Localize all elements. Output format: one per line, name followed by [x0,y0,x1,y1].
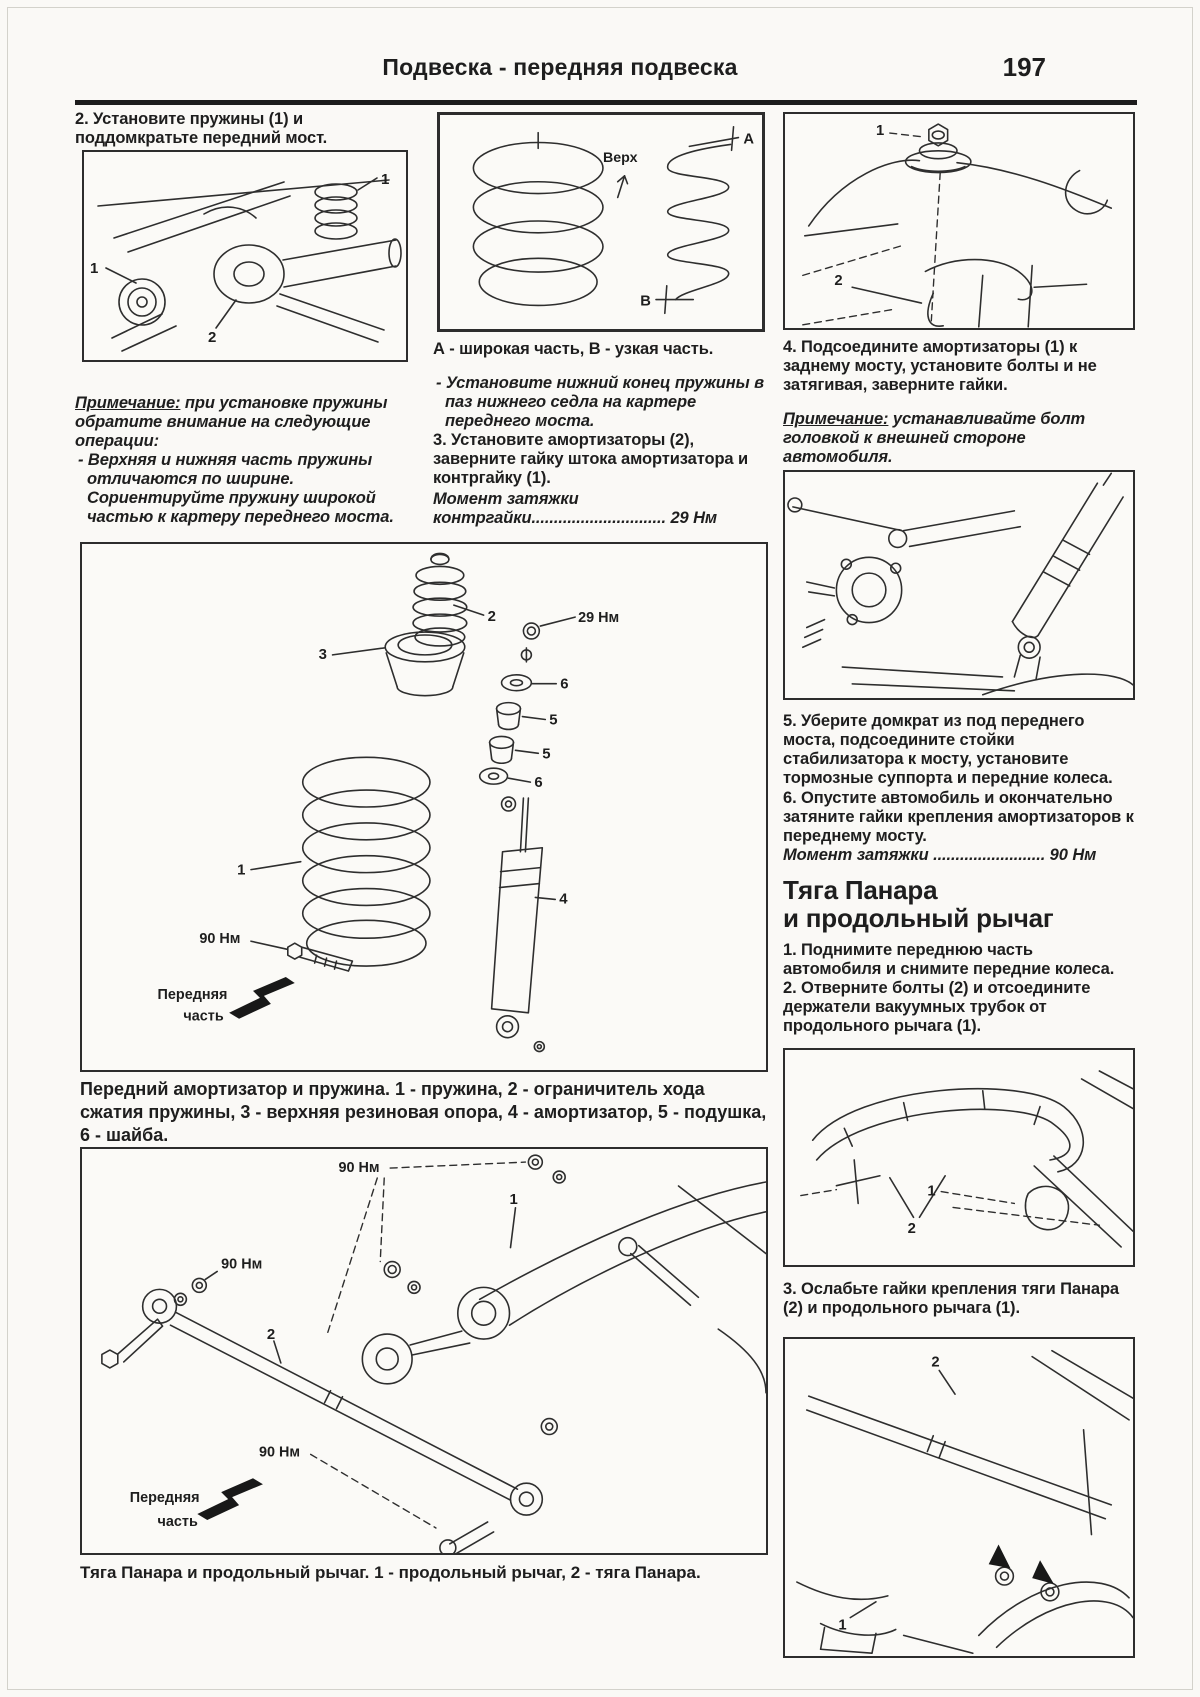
panhard-label-1: 1 [509,1191,518,1208]
figure-spring-orientation [437,112,765,332]
axle-label-1-top: 1 [381,171,390,188]
spring-label-b: B [640,293,651,310]
exploded-label-5b: 5 [542,746,551,763]
figure-shock-exploded [80,542,768,1072]
torque-value: 90 Нм [1045,846,1097,864]
panhard-nuts-label-1: 1 [838,1617,847,1634]
exploded-torque-90: 90 Нм [199,931,241,948]
section-title-line1: Тяга Панара [783,875,938,905]
step-lower-vehicle: 6. Опустите автомобиль и окончательно затяните гайки крепления амортизаторов к переднему мосту. [783,789,1134,845]
exploded-label-5a: 5 [549,712,558,729]
section-title-line2: и продольный рычаг [783,903,1054,933]
step-remove-jack: 5. Уберите домкрат из под переднего моста, подсоедините стойки стабилизатора к мосту, установите тормозные суппорта и передние колеса. [783,712,1113,787]
figure-vacuum-tubes [783,1048,1135,1267]
note-label: Примечание: [783,410,889,428]
panhard-front-label-line2: часть [157,1513,198,1530]
figure-top-mount [783,112,1135,330]
axle-label-1-left: 1 [90,260,99,277]
panhard-nuts-drawing [785,1339,1133,1656]
panhard-front-label-line1: Передняя [129,1490,200,1507]
step-install-shocks: 3. Установите амортизаторы (2), заверните гайку штока амортизатора и контргайку (1). [433,431,749,487]
exploded-label-6a: 6 [560,676,569,693]
note-bolt-head [783,410,1135,467]
panhard-label-2: 2 [266,1327,276,1344]
page-number: 197 [1002,52,1046,82]
panhard-torque-90-top: 90 Нм [338,1160,380,1177]
vacuum-tubes-drawing [785,1050,1133,1265]
torque-dots: ......................... [933,846,1046,864]
step-connect-shocks: 4. Подсоедините амортизаторы (1) к заднему мосту, установите болты и не затягивая, заверните гайки. [783,338,1097,394]
front-axle-drawing [84,152,406,360]
spring-orientation-drawing [440,115,762,329]
figure-shock-mounted [783,470,1135,700]
mount-label-1: 1 [875,122,885,139]
torque-item: контргайки [433,509,532,527]
torque-dots: .............................. [531,509,666,527]
shock-exploded-drawing [82,544,766,1070]
top-mount-drawing [785,114,1133,328]
caption-panhard-rod: Тяга Панара и продольный рычаг. 1 - продольный рычаг, 2 - тяга Панара. [80,1563,701,1582]
torque-label-locknut: Момент затяжки [433,490,579,508]
exploded-torque-29: 29 Нм [578,610,620,627]
exploded-label-1: 1 [237,862,246,879]
bullet-lower-end: - Установите нижний конец пружины в паз нижнего седла на картере переднего моста. [436,374,764,430]
torque-value: 29 Нм [665,509,718,527]
note-label: Примечание: [75,394,181,412]
figure-panhard-rod [80,1147,768,1555]
exploded-label-2: 2 [487,609,496,626]
header-rule [75,100,1137,105]
caption-shock-exploded: Передний амортизатор и пружина. 1 - пружина, 2 - ограничитель хода сжатия пружины, 3 - верхняя резиновая опора, 4 - амортизатор, 5 - подушка, 6 - шайба. [80,1079,767,1145]
spring-top-label: Верх [602,150,638,167]
torque-line-90 [783,846,1135,865]
exploded-label-3: 3 [318,646,327,663]
vacuum-label-2: 2 [907,1221,916,1238]
mount-label-2: 2 [834,273,843,290]
axle-label-2: 2 [208,329,217,346]
panhard-nuts-label-2: 2 [931,1354,940,1371]
figure-panhard-nuts [783,1337,1135,1658]
step-remove-bolts: 2. Отверните болты (2) и отсоедините держатели вакуумных трубок от продольного рычага (1). [783,979,1091,1035]
torque-label: Момент затяжки [783,846,934,864]
exploded-label-4: 4 [559,891,568,908]
figure-front-axle [82,150,408,362]
step-loosen-nuts: 3. Ослабьте гайки крепления тяги Панара (2) и продольного рычага (1). [783,1280,1120,1317]
page-title: Подвеска - передняя подвеска [382,54,738,80]
shock-mounted-drawing [785,472,1133,698]
vacuum-label-1: 1 [927,1183,936,1200]
section-title-panhard [783,876,1135,932]
exploded-front-label-line1: Передняя [157,986,228,1003]
panhard-torque-90-bottom: 90 Нм [258,1444,301,1461]
caption-wide-narrow: А - широкая часть, В - узкая часть. [433,340,714,358]
exploded-label-6b: 6 [534,775,543,792]
panhard-rod-drawing [82,1149,766,1553]
panhard-torque-90-left: 90 Нм [221,1256,263,1273]
step-raise-front: 1. Поднимите переднюю часть автомобиля и снимите передние колеса. [783,941,1115,978]
exploded-front-label-line2: часть [183,1008,224,1025]
step-install-springs: 2. Установите пружины (1) и поддомкратьте передний мост. [75,110,328,147]
note-text: устанавливайте болт головкой к внешней стороне автомобиля. [783,410,1086,466]
note-spring-install [75,394,420,527]
note-text: при установке пружины обратите внимание на следующие операции: [75,394,388,450]
spring-label-a: A [743,131,754,148]
torque-line-locknut [433,509,768,528]
note-bullet: - Верхняя и нижняя часть пружины отличаются по ширине. Сориентируйте пружину широкой частью к картеру переднего моста. [78,451,394,526]
